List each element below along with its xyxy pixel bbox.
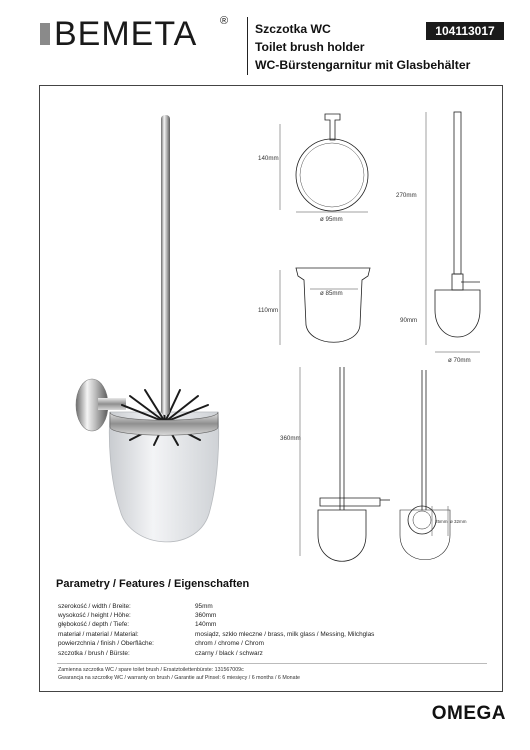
assembled-cup-drawing [318, 510, 366, 561]
spec-value-width: 95mm [195, 603, 213, 610]
spec-value-height: 360mm [195, 612, 217, 619]
dim-brush-head-height: 90mm [400, 317, 418, 324]
wall-arm [98, 398, 126, 410]
brush-handle-drawing [454, 112, 461, 274]
registered-mark: ® [220, 15, 229, 27]
brush-handle [161, 115, 170, 415]
specs-title: Parametry / Features / Eigenschaften [56, 578, 250, 590]
dim-brush-diameter: ø 70mm [448, 357, 471, 364]
spec-label-brush: szczotka / brush / Bürste: [58, 650, 130, 657]
brush-head-drawing [435, 290, 480, 337]
spec-label-finish: powierzchnia / finish / Oberfläche: [58, 640, 154, 647]
spec-value-depth: 140mm [195, 621, 217, 628]
brand-logo: BEMETA [54, 15, 198, 53]
product-code-badge: 104113017 [426, 22, 504, 40]
ring-drawing [296, 139, 368, 211]
spec-value-brush: czarny / black / schwarz [195, 650, 263, 657]
product-photo [50, 100, 270, 570]
spec-label-width: szerokość / width / Breite: [58, 603, 131, 610]
cup-drawing [296, 268, 370, 342]
note-spare-brush: Zamienna szczotka WC / spare toilet brush / Ersatztoilettenbürste: 131567009c [58, 667, 244, 673]
dim-overall-height: 360mm [280, 435, 301, 442]
product-title-de: WC-Bürstengarnitur mit Glasbehälter [255, 58, 471, 72]
spec-value-material: mosiądz, szkło mleczne / brass, milk glass / Messing, Milchglas [195, 631, 375, 638]
dim-cup-height: 110mm [258, 307, 279, 314]
note-warranty: Gwarancja na szczotkę WC / warranty on brush / Garantie auf Pinsel: 6 miesięcy / 6 months / 6 Monate [58, 675, 300, 681]
product-title-en: Toilet brush holder [255, 40, 365, 54]
dim-ring-diameter: ø 95mm [320, 216, 343, 223]
header-divider [247, 17, 248, 75]
spec-label-material: materiał / material / Material: [58, 631, 139, 638]
dim-wall-plate: 25mm [435, 519, 448, 524]
dim-rosette: ø 32mm [450, 519, 467, 524]
spec-label-height: wysokość / height / Höhe: [58, 612, 131, 619]
notes-divider [57, 663, 487, 664]
spec-label-depth: głębokość / depth / Tiefe: [58, 621, 130, 628]
dim-cup-diameter: ø 85mm [320, 290, 343, 297]
spec-value-finish: chrom / chrome / Chrom [195, 640, 264, 647]
ring-mount-drawing [325, 114, 340, 140]
logo-mark [40, 23, 50, 45]
technical-drawings [250, 100, 512, 565]
collection-name: OMEGA [431, 703, 506, 724]
dim-ring-height: 140mm [258, 155, 279, 162]
product-title-pl: Szczotka WC [255, 22, 331, 36]
dim-total-height-side: 270mm [396, 192, 417, 199]
